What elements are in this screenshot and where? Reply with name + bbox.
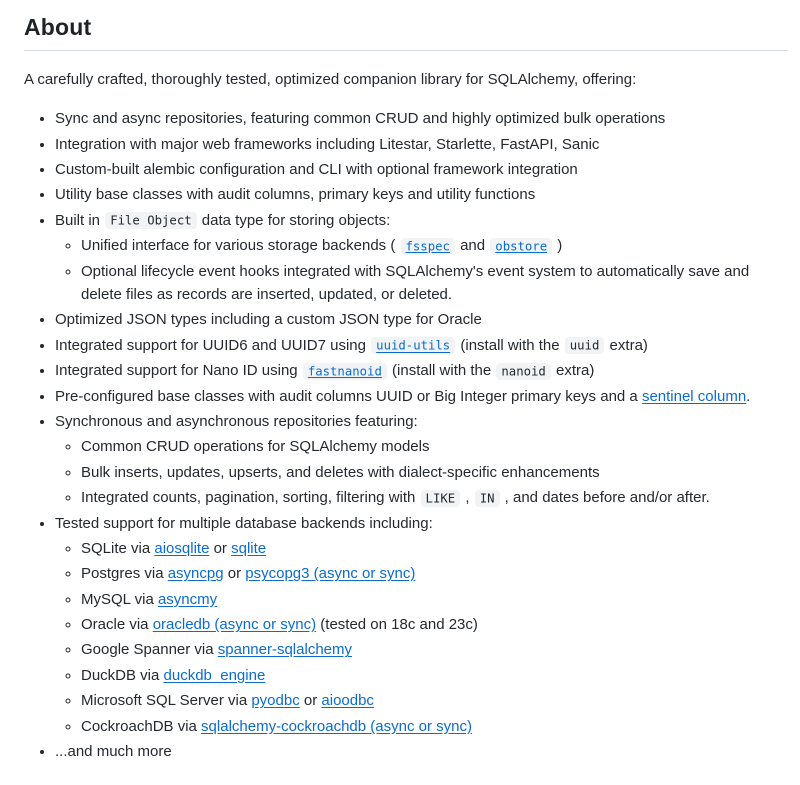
code-link-fastnanoid[interactable] xyxy=(302,362,388,379)
inline-code: LIKE xyxy=(421,490,461,507)
text-run: , xyxy=(461,489,474,507)
link-pyodbc[interactable]: pyodbc xyxy=(251,692,300,710)
list-item xyxy=(55,158,788,181)
list-item xyxy=(55,740,788,763)
text-run: (install with the xyxy=(387,362,496,380)
list-item xyxy=(55,334,788,357)
text-run: Postgres via xyxy=(81,565,168,583)
text-run: Sync and async repositories, featuring common CRUD and highly optimized bulk operations xyxy=(55,110,666,128)
text-run: Integrated counts, pagination, sorting, filtering with xyxy=(81,489,420,507)
link-spanner-sqlalchemy[interactable]: spanner-sqlalchemy xyxy=(217,641,352,659)
text-run: Optimized JSON types including a custom JSON type for Oracle xyxy=(55,311,482,329)
text-run: CockroachDB via xyxy=(81,717,202,735)
text-run: or xyxy=(223,565,246,583)
list-item xyxy=(55,107,788,130)
text-run: extra) xyxy=(605,336,648,354)
inline-code: fastnanoid xyxy=(303,363,387,380)
link-sqlite[interactable]: sqlite xyxy=(231,539,267,557)
text-run: extra) xyxy=(551,362,595,380)
text-run: Bulk inserts, updates, upserts, and deletes with dialect-specific enhancements xyxy=(81,463,600,481)
list-item xyxy=(81,562,784,585)
list-item xyxy=(81,461,784,484)
text-run: or xyxy=(299,692,322,710)
list-item xyxy=(81,613,784,636)
inline-code: uuid-utils xyxy=(371,337,455,354)
list-item xyxy=(81,664,784,687)
list-item xyxy=(55,359,788,382)
text-run: (install with the xyxy=(456,336,564,354)
link-psycopg3-async-or-sync[interactable]: psycopg3 (async or sync) xyxy=(245,565,416,583)
text-run: Common CRUD operations for SQLAlchemy models xyxy=(81,438,430,456)
code-link-obstore[interactable] xyxy=(489,237,553,254)
text-run: (tested on 18c and 23c) xyxy=(316,616,478,634)
text-run: , and dates before and/or after. xyxy=(500,489,710,507)
link-aiosqlite[interactable]: aiosqlite xyxy=(154,539,210,557)
text-run: ...and much more xyxy=(55,743,172,761)
inline-code: fsspec xyxy=(401,238,455,255)
text-run: ) xyxy=(553,237,563,255)
link-asyncmy[interactable]: asyncmy xyxy=(157,590,218,608)
text-run: Optional lifecycle event hooks integrated with SQLAlchemy's event system to automatically save and delete files as records are inserted, updated, or deleted. xyxy=(81,262,750,304)
text-run: Custom-built alembic configuration and CLI with optional framework integration xyxy=(55,161,578,179)
text-run: Built in xyxy=(55,211,105,229)
list-item xyxy=(55,209,788,307)
text-run: data type for storing objects: xyxy=(197,211,391,229)
list-item xyxy=(81,689,784,712)
text-run: or xyxy=(209,539,232,557)
link-asyncpg[interactable]: asyncpg xyxy=(167,565,224,583)
inline-code: uuid xyxy=(565,337,605,354)
code-link-fsspec[interactable] xyxy=(400,237,456,254)
list-item xyxy=(55,133,788,156)
text-run: DuckDB via xyxy=(81,666,164,684)
link-oracledb-async-or-sync[interactable]: oracledb (async or sync) xyxy=(152,616,317,634)
list-item xyxy=(55,308,788,331)
list-item xyxy=(55,512,788,739)
text-run: Google Spanner via xyxy=(81,641,218,659)
inline-code: File Object xyxy=(105,212,196,229)
text-run: Oracle via xyxy=(81,616,153,634)
text-run: Tested support for multiple database backends including: xyxy=(55,514,433,532)
list-item xyxy=(55,183,788,206)
sub-list xyxy=(55,234,784,306)
text-run: Integrated support for UUID6 and UUID7 using xyxy=(55,336,371,354)
text-run: SQLite via xyxy=(81,539,155,557)
text-run: and xyxy=(455,237,490,255)
list-item xyxy=(81,638,784,661)
code-link-uuid-utils[interactable] xyxy=(370,337,456,354)
link-sentinel-column[interactable]: sentinel column xyxy=(641,387,747,405)
text-run: Integrated support for Nano ID using xyxy=(55,362,302,380)
text-run: Unified interface for various storage backends ( xyxy=(81,237,400,255)
list-item xyxy=(81,486,784,509)
list-item xyxy=(55,410,788,510)
list-item xyxy=(81,435,784,458)
text-run: . xyxy=(746,387,751,405)
sub-list xyxy=(55,537,784,738)
list-item xyxy=(55,385,788,408)
text-run: Pre-configured base classes with audit columns UUID or Big Integer primary keys and a xyxy=(55,387,642,405)
inline-code: obstore xyxy=(490,238,552,255)
link-aioodbc[interactable]: aioodbc xyxy=(321,692,374,710)
inline-code: IN xyxy=(475,490,500,507)
sub-list xyxy=(55,435,784,509)
text-run: Utility base classes with audit columns, primary keys and utility functions xyxy=(55,186,536,204)
page-title: About xyxy=(24,13,788,51)
text-run: MySQL via xyxy=(81,590,158,608)
link-duckdb-engine[interactable]: duckdb_engine xyxy=(163,666,266,684)
feature-list xyxy=(24,107,788,763)
inline-code: nanoid xyxy=(496,363,550,380)
link-sqlalchemy-cockroachdb-async-or-sync[interactable]: sqlalchemy-cockroachdb (async or sync) xyxy=(201,717,472,735)
list-item xyxy=(81,715,784,738)
list-item xyxy=(81,260,784,307)
list-item xyxy=(81,588,784,611)
text-run: Microsoft SQL Server via xyxy=(81,692,252,710)
list-item xyxy=(81,234,784,257)
list-item xyxy=(81,537,784,560)
intro-text: A carefully crafted, thoroughly tested, optimized companion library for SQLAlchemy, offering: xyxy=(24,70,637,88)
text-run: Synchronous and asynchronous repositories featuring: xyxy=(55,412,418,430)
text-run: Integration with major web frameworks including Litestar, Starlette, FastAPI, Sanic xyxy=(55,135,600,153)
